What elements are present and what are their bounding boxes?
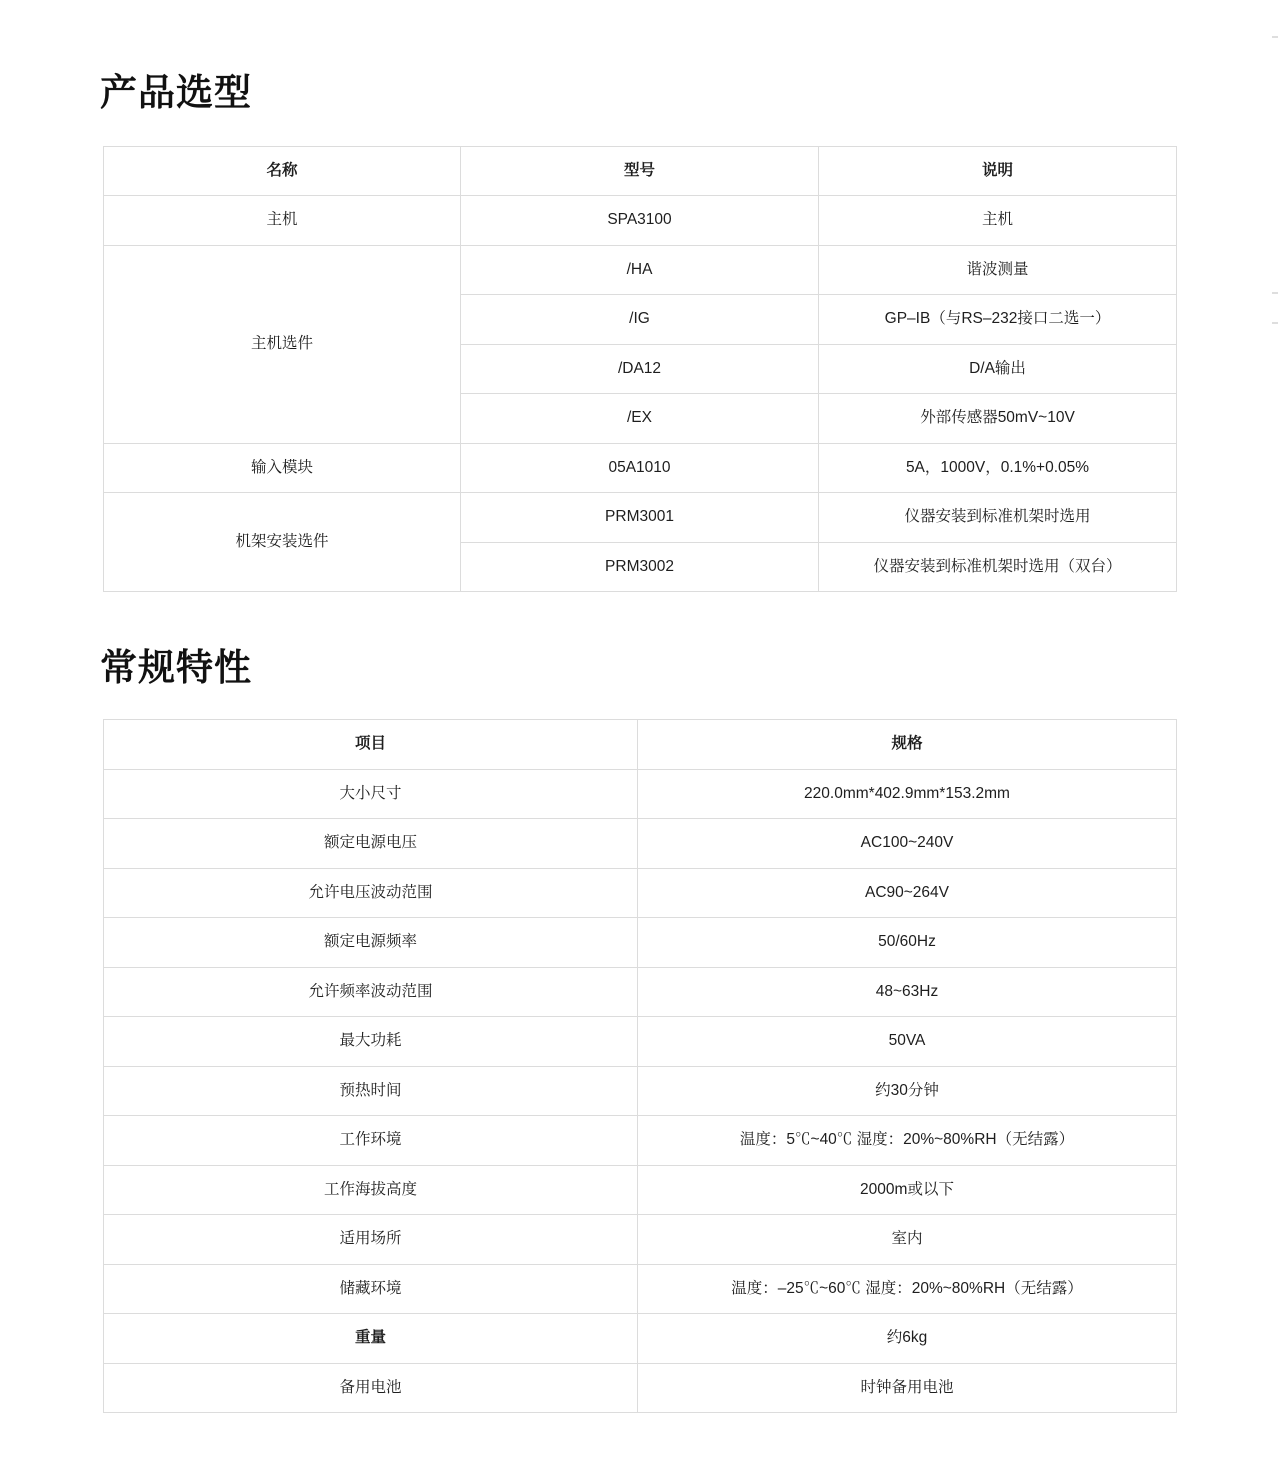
cell-item: 重量 — [104, 1314, 638, 1364]
table-row — [104, 1264, 1177, 1314]
page-edge-mark — [1272, 322, 1278, 324]
cell-desc: 谐波测量 — [819, 245, 1177, 295]
cell-model: /EX — [461, 394, 819, 444]
general-characteristics-table — [103, 719, 1177, 1413]
page-title-product-selection: 产品选型 — [100, 72, 252, 113]
table-row — [104, 1017, 1177, 1067]
cell-value: AC100~240V — [638, 819, 1177, 869]
column-header-name: 名称 — [104, 147, 461, 196]
cell-name: 主机选件 — [104, 245, 461, 443]
column-header-item: 项目 — [104, 720, 638, 770]
cell-item: 最大功耗 — [104, 1017, 638, 1067]
cell-name: 机架安装选件 — [104, 493, 461, 592]
table-row — [104, 1314, 1177, 1364]
table-row — [104, 1066, 1177, 1116]
cell-item: 大小尺寸 — [104, 769, 638, 819]
cell-model: 05A1010 — [461, 443, 819, 493]
table-row — [104, 1215, 1177, 1265]
table-row — [104, 1363, 1177, 1413]
cell-item: 允许电压波动范围 — [104, 868, 638, 918]
cell-value: 50/60Hz — [638, 918, 1177, 968]
cell-value: 50VA — [638, 1017, 1177, 1067]
cell-item: 工作海拔高度 — [104, 1165, 638, 1215]
cell-value: 室内 — [638, 1215, 1177, 1265]
page-title-general-characteristics: 常规特性 — [100, 647, 252, 688]
table-row — [104, 769, 1177, 819]
cell-item: 工作环境 — [104, 1116, 638, 1166]
cell-item: 储藏环境 — [104, 1264, 638, 1314]
page-edge-mark — [1272, 36, 1278, 38]
product-selection-table — [103, 146, 1177, 592]
cell-item: 适用场所 — [104, 1215, 638, 1265]
cell-value: 220.0mm*402.9mm*153.2mm — [638, 769, 1177, 819]
cell-model: PRM3002 — [461, 542, 819, 592]
cell-value: 48~63Hz — [638, 967, 1177, 1017]
cell-name: 主机 — [104, 196, 461, 246]
cell-desc: 主机 — [819, 196, 1177, 246]
table-header-row — [104, 720, 1177, 770]
table-row — [104, 493, 1177, 543]
cell-value: 温度：5℃~40℃ 湿度：20%~80%RH（无结露） — [638, 1116, 1177, 1166]
cell-item: 备用电池 — [104, 1363, 638, 1413]
table-row — [104, 967, 1177, 1017]
cell-desc: D/A输出 — [819, 344, 1177, 394]
table-row — [104, 918, 1177, 968]
cell-value: 温度：–25℃~60℃ 湿度：20%~80%RH（无结露） — [638, 1264, 1177, 1314]
cell-desc: 外部传感器50mV~10V — [819, 394, 1177, 444]
cell-model: SPA3100 — [461, 196, 819, 246]
table-row — [104, 1116, 1177, 1166]
cell-desc: 仪器安装到标准机架时选用 — [819, 493, 1177, 543]
cell-model: PRM3001 — [461, 493, 819, 543]
table-row — [104, 196, 1177, 246]
table-header-row — [104, 147, 1177, 196]
column-header-spec: 规格 — [638, 720, 1177, 770]
column-header-model: 型号 — [461, 147, 819, 196]
column-header-desc: 说明 — [819, 147, 1177, 196]
cell-value: 约6kg — [638, 1314, 1177, 1364]
cell-value: 2000m或以下 — [638, 1165, 1177, 1215]
cell-value: 约30分钟 — [638, 1066, 1177, 1116]
table-row — [104, 868, 1177, 918]
page-edge-mark — [1272, 292, 1278, 294]
cell-model: /IG — [461, 295, 819, 345]
cell-item: 预热时间 — [104, 1066, 638, 1116]
cell-item: 额定电源电压 — [104, 819, 638, 869]
table-row — [104, 1165, 1177, 1215]
cell-model: /DA12 — [461, 344, 819, 394]
cell-desc: GP–IB（与RS–232接口二选一） — [819, 295, 1177, 345]
cell-desc: 仪器安装到标准机架时选用（双台） — [819, 542, 1177, 592]
cell-value: 时钟备用电池 — [638, 1363, 1177, 1413]
cell-item: 允许频率波动范围 — [104, 967, 638, 1017]
cell-item: 额定电源频率 — [104, 918, 638, 968]
table-row — [104, 245, 1177, 295]
cell-value: AC90~264V — [638, 868, 1177, 918]
table-row — [104, 819, 1177, 869]
cell-model: /HA — [461, 245, 819, 295]
table-row — [104, 443, 1177, 493]
cell-name: 输入模块 — [104, 443, 461, 493]
cell-desc: 5A，1000V，0.1%+0.05% — [819, 443, 1177, 493]
